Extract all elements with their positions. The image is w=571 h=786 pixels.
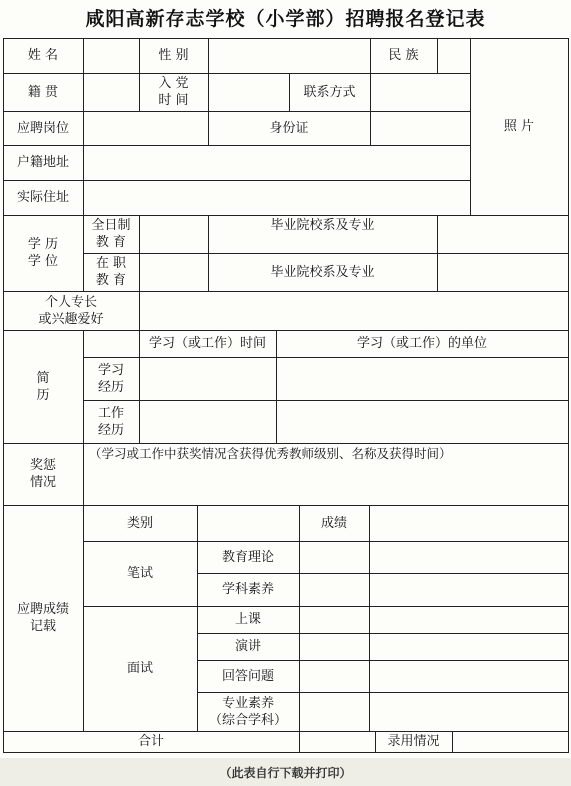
- speech-score[interactable]: [299, 633, 370, 661]
- lesson-score[interactable]: [299, 606, 370, 634]
- household-label-text: 户籍地址: [16, 155, 69, 170]
- study-work-time-header-text: 学习（或工作）时间: [148, 336, 266, 351]
- interview-label-text: 面试: [126, 661, 153, 676]
- name-value[interactable]: [83, 38, 140, 74]
- study-exp-time[interactable]: [139, 357, 277, 401]
- speech-label-text: 演讲: [234, 639, 261, 654]
- awards-value-text: （学习或工作中获奖情况含获得优秀教师级别、名称及获得时间）: [89, 446, 452, 461]
- lesson-note[interactable]: [369, 606, 569, 634]
- qa-note[interactable]: [369, 660, 569, 693]
- school-major-2-value[interactable]: [437, 253, 569, 292]
- position-label-text: 应聘岗位: [16, 120, 69, 136]
- residence-value[interactable]: [83, 180, 471, 216]
- professional-literacy-label-text: 专业素养 （综合学科）: [208, 695, 287, 728]
- gender-value[interactable]: [208, 38, 371, 74]
- written-test-label-text: 笔试: [126, 566, 153, 581]
- edu-theory-note[interactable]: [369, 541, 569, 574]
- qa-label-text: 回答问题: [221, 668, 274, 684]
- lesson-label-text: 上课: [234, 612, 261, 627]
- fulltime-edu-value[interactable]: [139, 215, 209, 254]
- specialty-label-text: 个人专长 或兴趣爱好: [38, 294, 104, 327]
- qa-score[interactable]: [299, 660, 370, 693]
- work-exp-time[interactable]: [139, 400, 277, 444]
- position-value[interactable]: [83, 111, 209, 146]
- inservice-edu-value[interactable]: [139, 253, 209, 292]
- work-exp-unit[interactable]: [276, 400, 569, 444]
- subject-literacy-score[interactable]: [299, 573, 370, 607]
- resume-corner: [83, 330, 140, 358]
- contact-value[interactable]: [370, 73, 471, 112]
- edu-theory-label-text: 教育理论: [221, 549, 274, 565]
- total-label-text: 合计: [137, 734, 164, 749]
- total-value[interactable]: [299, 731, 376, 753]
- photo-box-text: 照 片: [503, 119, 535, 134]
- school-major-2-label-text: 毕业院校系及专业: [270, 264, 375, 280]
- hire-status-value[interactable]: [452, 731, 569, 753]
- resume-label-text: 简 历: [36, 370, 50, 403]
- form-title: 咸阳高新存志学校（小学部）招聘报名登记表: [85, 8, 486, 30]
- contact-label-text: 联系方式: [303, 84, 356, 100]
- native-place-label-text: 籍 贯: [27, 84, 59, 100]
- study-exp-label-text: 学习 经历: [97, 362, 124, 395]
- footer-note: （此表自行下载并打印）: [219, 766, 352, 780]
- residence-label-text: 实际住址: [16, 190, 69, 205]
- school-major-1-value[interactable]: [437, 215, 569, 254]
- score-header-text: 成绩: [320, 515, 347, 531]
- id-card-label-text: 身份证: [269, 120, 309, 136]
- category-header-text: 类别: [126, 515, 153, 531]
- score-record-label-text: 应聘成绩 记载: [16, 602, 69, 634]
- study-exp-unit[interactable]: [276, 357, 569, 401]
- professional-literacy-score[interactable]: [299, 692, 370, 732]
- gender-label-text: 性 别: [158, 48, 189, 63]
- category-blank: [197, 505, 300, 542]
- specialty-value[interactable]: [139, 291, 569, 331]
- id-card-value[interactable]: [370, 111, 471, 146]
- awards-label-text: 奖惩 情况: [29, 458, 56, 490]
- inservice-edu-label-text: 在 职 教 育: [95, 256, 127, 288]
- fulltime-edu-label-text: 全日制 教 育: [91, 218, 131, 250]
- degree-label-text: 学 历 学 位: [27, 237, 59, 269]
- work-exp-label-text: 工作 经历: [97, 405, 124, 438]
- speech-note[interactable]: [369, 633, 569, 661]
- subject-literacy-label-text: 学科素养: [221, 582, 274, 597]
- party-join-value[interactable]: [208, 73, 290, 112]
- ethnicity-value[interactable]: [437, 38, 471, 74]
- party-join-label-text: 入 党 时 间: [158, 76, 189, 108]
- score-header-blank: [369, 505, 569, 542]
- school-major-1-label-text: 毕业院校系及专业: [270, 218, 375, 233]
- edu-theory-score[interactable]: [299, 541, 370, 574]
- ethnicity-label-text: 民 族: [388, 48, 419, 63]
- hire-status-label-text: 录用情况: [387, 734, 440, 749]
- name-label-text: 姓 名: [27, 48, 59, 63]
- household-value[interactable]: [83, 145, 471, 181]
- professional-literacy-note[interactable]: [369, 692, 569, 732]
- native-place-value[interactable]: [83, 73, 140, 112]
- subject-literacy-note[interactable]: [369, 573, 569, 607]
- study-work-unit-header-text: 学习（或工作）的单位: [356, 336, 487, 351]
